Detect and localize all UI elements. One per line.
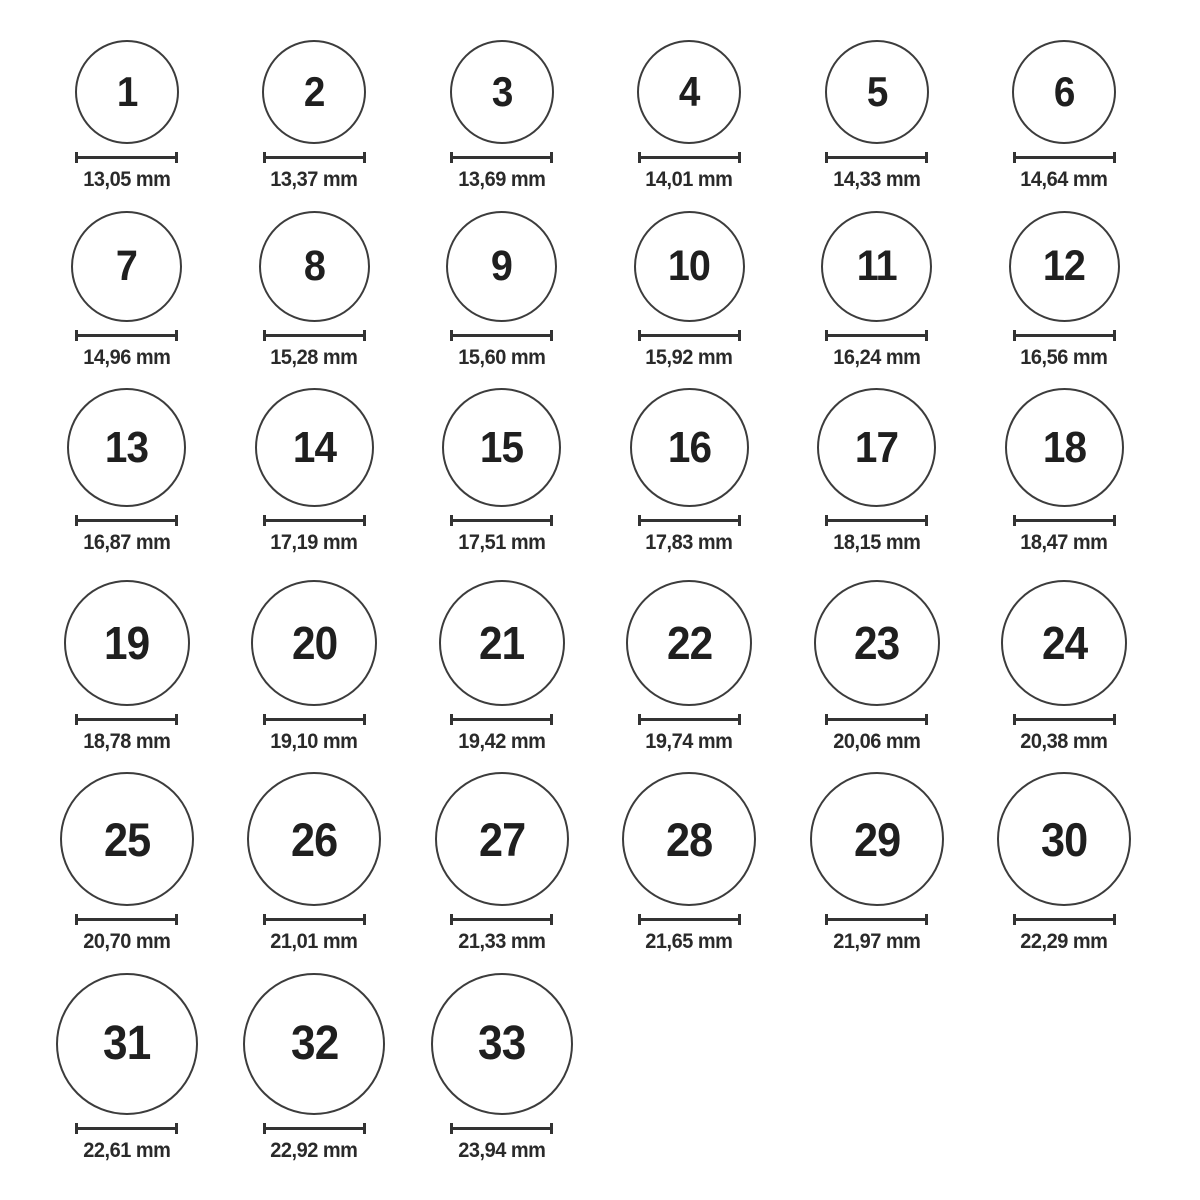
diameter-bar xyxy=(75,330,178,341)
diameter-label: 13,05 mm xyxy=(83,168,171,191)
diameter-label: 19,42 mm xyxy=(458,730,546,753)
diameter-label: 19,10 mm xyxy=(270,730,358,753)
ring-circle xyxy=(251,580,377,706)
ring-circle xyxy=(75,40,179,144)
size-number: 3 xyxy=(491,68,513,115)
diameter-bar xyxy=(75,152,178,163)
diameter-bar xyxy=(825,515,928,526)
diameter-label: 20,38 mm xyxy=(1020,730,1108,753)
diameter-label: 18,47 mm xyxy=(1020,531,1108,554)
diameter-label: 21,01 mm xyxy=(270,930,358,953)
size-cell xyxy=(971,40,1159,192)
diameter-label: 21,65 mm xyxy=(645,930,733,953)
size-cell xyxy=(783,772,971,954)
ring-circle xyxy=(255,388,374,507)
size-cell xyxy=(596,580,784,754)
diameter-bar xyxy=(450,515,553,526)
size-cell xyxy=(408,40,596,192)
diameter-label: 16,56 mm xyxy=(1020,346,1108,369)
size-cell xyxy=(221,211,409,370)
ring-circle xyxy=(1009,211,1120,322)
diameter-bar-line xyxy=(1013,718,1116,721)
diameter-bar xyxy=(1013,515,1116,526)
ring-circle xyxy=(817,388,936,507)
diameter-bar xyxy=(75,914,178,925)
diameter-bar xyxy=(263,714,366,725)
diameter-bar-line xyxy=(75,156,178,159)
size-row xyxy=(33,388,1200,580)
diameter-bar-line xyxy=(450,156,553,159)
ring-circle xyxy=(997,772,1131,906)
ring-circle xyxy=(622,772,756,906)
size-cell xyxy=(971,388,1159,555)
diameter-bar xyxy=(638,914,741,925)
size-cell xyxy=(408,973,596,1163)
diameter-bar xyxy=(638,515,741,526)
diameter-bar xyxy=(638,152,741,163)
size-number: 4 xyxy=(678,68,700,115)
diameter-bar xyxy=(75,515,178,526)
ring-circle xyxy=(56,973,198,1115)
diameter-bar xyxy=(263,1123,366,1134)
diameter-bar xyxy=(263,515,366,526)
diameter-bar-line xyxy=(263,918,366,921)
size-row xyxy=(33,580,1200,772)
diameter-label: 15,28 mm xyxy=(270,346,358,369)
diameter-bar xyxy=(825,152,928,163)
diameter-bar xyxy=(450,152,553,163)
ring-circle xyxy=(67,388,186,507)
size-cell xyxy=(33,772,221,954)
ring-circle xyxy=(634,211,745,322)
ring-circle xyxy=(64,580,190,706)
ring-circle xyxy=(810,772,944,906)
size-number: 15 xyxy=(480,422,524,472)
size-number: 20 xyxy=(291,617,337,669)
ring-circle xyxy=(825,40,929,144)
size-cell xyxy=(971,772,1159,954)
ring-circle xyxy=(435,772,569,906)
size-cell xyxy=(596,388,784,555)
size-number: 23 xyxy=(854,617,900,669)
diameter-bar xyxy=(825,914,928,925)
ring-circle xyxy=(439,580,565,706)
diameter-label: 16,87 mm xyxy=(83,531,171,554)
diameter-label: 13,37 mm xyxy=(270,168,358,191)
diameter-label: 18,15 mm xyxy=(833,531,921,554)
size-number: 7 xyxy=(116,242,138,290)
diameter-bar xyxy=(450,714,553,725)
diameter-bar xyxy=(1013,152,1116,163)
diameter-bar-line xyxy=(75,918,178,921)
diameter-bar-line xyxy=(638,334,741,337)
size-cell xyxy=(596,772,784,954)
size-cell xyxy=(408,388,596,555)
diameter-bar xyxy=(263,914,366,925)
ring-circle xyxy=(1005,388,1124,507)
diameter-label: 14,64 mm xyxy=(1020,168,1108,191)
size-number: 27 xyxy=(478,812,525,866)
diameter-label: 17,19 mm xyxy=(270,531,358,554)
diameter-bar xyxy=(1013,714,1116,725)
diameter-bar-line xyxy=(450,718,553,721)
size-number: 30 xyxy=(1041,812,1088,866)
diameter-bar-line xyxy=(825,718,928,721)
diameter-bar-line xyxy=(263,718,366,721)
diameter-bar-line xyxy=(263,1127,366,1130)
ring-circle xyxy=(259,211,370,322)
diameter-bar xyxy=(263,152,366,163)
size-cell xyxy=(783,40,971,192)
diameter-bar-line xyxy=(263,156,366,159)
ring-circle xyxy=(60,772,194,906)
diameter-bar-line xyxy=(825,918,928,921)
diameter-bar xyxy=(825,330,928,341)
size-row xyxy=(33,211,1200,388)
diameter-bar-line xyxy=(75,1127,178,1130)
size-number: 13 xyxy=(105,422,149,472)
size-number: 19 xyxy=(104,617,150,669)
size-number: 26 xyxy=(291,812,338,866)
size-number: 10 xyxy=(668,242,711,290)
ring-circle xyxy=(243,973,385,1115)
diameter-bar-line xyxy=(263,519,366,522)
diameter-label: 20,06 mm xyxy=(833,730,921,753)
diameter-label: 17,83 mm xyxy=(645,531,733,554)
size-cell xyxy=(33,40,221,192)
diameter-label: 18,78 mm xyxy=(83,730,171,753)
size-cell xyxy=(971,211,1159,370)
size-number: 31 xyxy=(103,1017,151,1070)
diameter-bar xyxy=(75,1123,178,1134)
size-cell xyxy=(221,580,409,754)
diameter-bar-line xyxy=(638,519,741,522)
size-number: 11 xyxy=(856,242,897,290)
diameter-bar-line xyxy=(450,334,553,337)
diameter-label: 15,60 mm xyxy=(458,346,546,369)
size-cell xyxy=(33,211,221,370)
ring-circle xyxy=(1001,580,1127,706)
ring-circle xyxy=(821,211,932,322)
diameter-bar xyxy=(638,714,741,725)
diameter-label: 15,92 mm xyxy=(645,346,733,369)
diameter-bar-line xyxy=(1013,156,1116,159)
size-number: 8 xyxy=(303,242,325,290)
diameter-label: 13,69 mm xyxy=(458,168,546,191)
ring-circle xyxy=(1012,40,1116,144)
size-cell xyxy=(33,388,221,555)
size-number: 12 xyxy=(1043,242,1086,290)
ring-circle xyxy=(262,40,366,144)
diameter-bar xyxy=(450,914,553,925)
diameter-bar xyxy=(263,330,366,341)
ring-circle xyxy=(637,40,741,144)
ring-circle xyxy=(450,40,554,144)
diameter-bar xyxy=(638,330,741,341)
diameter-bar-line xyxy=(638,156,741,159)
diameter-bar-line xyxy=(75,519,178,522)
diameter-bar xyxy=(450,330,553,341)
diameter-label: 17,51 mm xyxy=(458,531,546,554)
diameter-bar-line xyxy=(638,718,741,721)
diameter-label: 14,01 mm xyxy=(645,168,733,191)
diameter-bar-line xyxy=(450,519,553,522)
size-number: 16 xyxy=(667,422,711,472)
diameter-bar-line xyxy=(825,519,928,522)
diameter-label: 21,33 mm xyxy=(458,930,546,953)
size-cell xyxy=(221,40,409,192)
ring-circle xyxy=(626,580,752,706)
diameter-bar-line xyxy=(638,918,741,921)
ring-circle xyxy=(814,580,940,706)
size-cell xyxy=(221,772,409,954)
diameter-label: 16,24 mm xyxy=(833,346,921,369)
diameter-bar-line xyxy=(450,918,553,921)
size-number: 17 xyxy=(855,422,899,472)
size-cell xyxy=(33,580,221,754)
ring-circle xyxy=(442,388,561,507)
diameter-label: 14,96 mm xyxy=(83,346,171,369)
diameter-bar xyxy=(75,714,178,725)
size-number: 5 xyxy=(866,68,888,115)
ring-circle xyxy=(630,388,749,507)
diameter-bar-line xyxy=(1013,918,1116,921)
ring-circle xyxy=(446,211,557,322)
size-number: 1 xyxy=(116,68,138,115)
diameter-bar-line xyxy=(450,1127,553,1130)
size-cell xyxy=(783,388,971,555)
size-cell xyxy=(971,580,1159,754)
diameter-label: 20,70 mm xyxy=(83,930,171,953)
size-number: 21 xyxy=(479,617,525,669)
size-number: 29 xyxy=(853,812,900,866)
size-number: 28 xyxy=(666,812,713,866)
diameter-bar-line xyxy=(825,334,928,337)
size-cell xyxy=(408,580,596,754)
diameter-bar-line xyxy=(75,334,178,337)
size-number: 6 xyxy=(1053,68,1075,115)
size-number: 14 xyxy=(292,422,336,472)
diameter-bar-line xyxy=(825,156,928,159)
size-number: 22 xyxy=(666,617,712,669)
ring-circle xyxy=(247,772,381,906)
diameter-label: 22,29 mm xyxy=(1020,930,1108,953)
ring-circle xyxy=(71,211,182,322)
diameter-bar-line xyxy=(1013,519,1116,522)
size-cell xyxy=(783,211,971,370)
size-number: 24 xyxy=(1041,617,1087,669)
size-number: 25 xyxy=(103,812,150,866)
size-number: 9 xyxy=(491,242,513,290)
diameter-bar xyxy=(450,1123,553,1134)
diameter-label: 22,92 mm xyxy=(270,1139,358,1162)
size-number: 18 xyxy=(1042,422,1086,472)
size-row xyxy=(33,973,1200,1160)
diameter-bar xyxy=(1013,330,1116,341)
diameter-bar xyxy=(1013,914,1116,925)
size-number: 33 xyxy=(478,1017,526,1070)
size-row xyxy=(33,772,1200,973)
diameter-bar xyxy=(825,714,928,725)
size-cell xyxy=(596,40,784,192)
size-cell xyxy=(33,973,221,1163)
diameter-label: 22,61 mm xyxy=(83,1139,171,1162)
diameter-bar-line xyxy=(75,718,178,721)
size-number: 2 xyxy=(303,68,325,115)
diameter-label: 14,33 mm xyxy=(833,168,921,191)
size-cell xyxy=(596,211,784,370)
diameter-bar-line xyxy=(263,334,366,337)
size-cell xyxy=(783,580,971,754)
size-cell xyxy=(408,211,596,370)
diameter-bar-line xyxy=(1013,334,1116,337)
size-cell xyxy=(408,772,596,954)
size-cell xyxy=(221,388,409,555)
diameter-label: 19,74 mm xyxy=(645,730,733,753)
diameter-label: 23,94 mm xyxy=(458,1139,546,1162)
diameter-label: 21,97 mm xyxy=(833,930,921,953)
size-number: 32 xyxy=(290,1017,338,1070)
size-row xyxy=(33,40,1200,211)
ring-circle xyxy=(431,973,573,1115)
size-cell xyxy=(221,973,409,1163)
